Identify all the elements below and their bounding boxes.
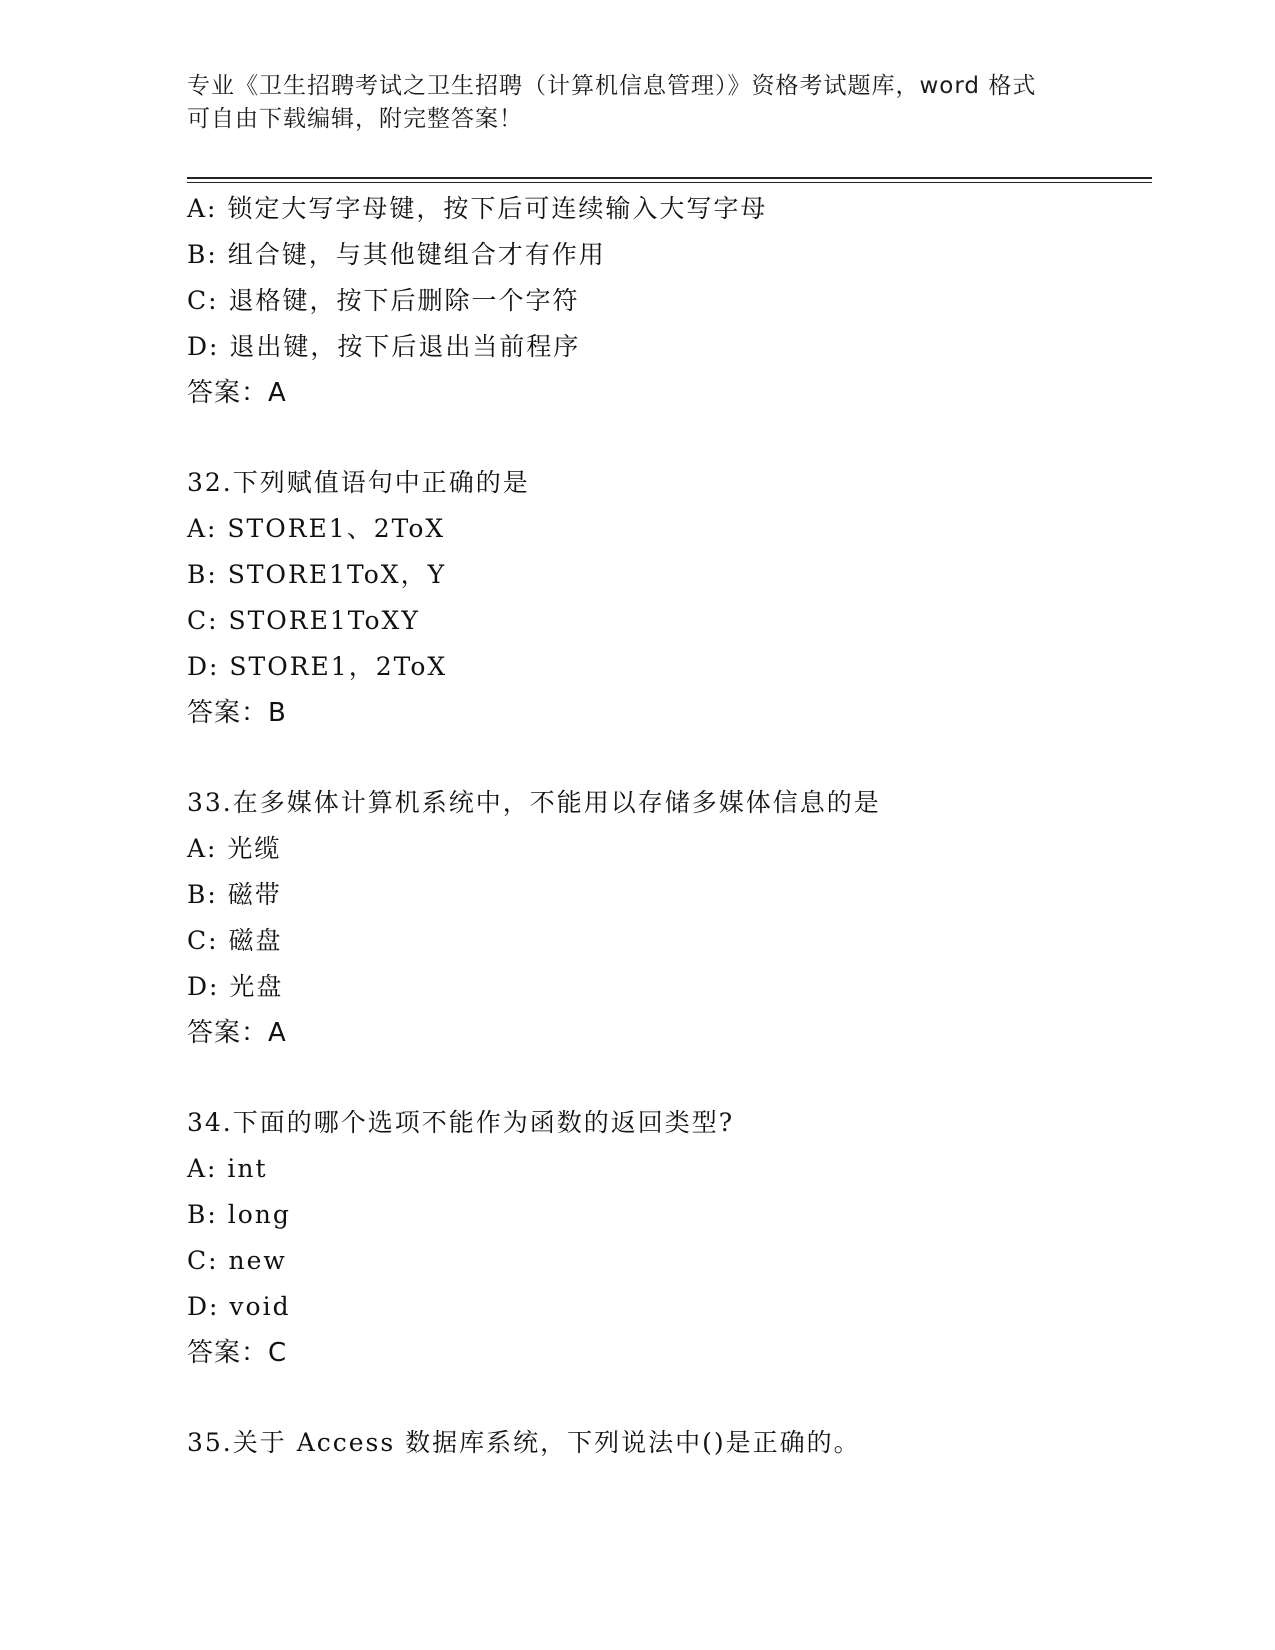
option-c: C: 磁盘: [187, 926, 283, 955]
answer-line: 答案：B: [187, 698, 287, 728]
question-text: 35.关于 Access 数据库系统，下列说法中()是正确的。: [187, 1428, 861, 1457]
question-list: [187, 186, 1152, 1466]
option-b: B: 磁带: [187, 880, 282, 909]
option-a: A: 锁定大写字母键，按下后可连续输入大写字母: [187, 194, 768, 223]
option-a: A: 光缆: [187, 834, 282, 863]
document-header: [187, 70, 1087, 136]
question-block-34: [187, 1100, 1152, 1376]
answer-line: 答案：A: [187, 1018, 287, 1048]
option-c: C: 退格键，按下后删除一个字符: [187, 286, 580, 315]
header-divider-thin: [187, 182, 1152, 183]
option-a: A: STORE1、2ToX: [187, 514, 446, 543]
answer-line: 答案：A: [187, 378, 287, 408]
question-text: 32.下列赋值语句中正确的是: [187, 468, 530, 497]
question-block-31: [187, 186, 1152, 416]
question-text: 33.在多媒体计算机系统中，不能用以存储多媒体信息的是: [187, 788, 881, 817]
option-d: D: void: [187, 1292, 291, 1321]
option-b: B: long: [187, 1200, 291, 1229]
header-line-2: 可自由下载编辑，附完整答案！: [187, 106, 523, 132]
header-divider-thick: [187, 177, 1152, 179]
option-a: A: int: [187, 1154, 268, 1183]
option-d: D: 光盘: [187, 972, 284, 1001]
option-b: B: STORE1ToX，Y: [187, 560, 447, 589]
question-block-32: [187, 460, 1152, 736]
answer-line: 答案：C: [187, 1338, 288, 1368]
question-text: 34.下面的哪个选项不能作为函数的返回类型?: [187, 1108, 735, 1137]
header-line-1: 专业《卫生招聘考试之卫生招聘（计算机信息管理）》资格考试题库，word 格式: [187, 73, 1037, 99]
option-d: D: 退出键，按下后退出当前程序: [187, 332, 581, 361]
option-c: C: new: [187, 1246, 287, 1275]
option-b: B: 组合键，与其他键组合才有作用: [187, 240, 606, 269]
option-d: D: STORE1，2ToX: [187, 652, 448, 681]
option-c: C: STORE1ToXY: [187, 606, 420, 635]
question-block-33: [187, 780, 1152, 1056]
question-block-35: [187, 1420, 1152, 1466]
